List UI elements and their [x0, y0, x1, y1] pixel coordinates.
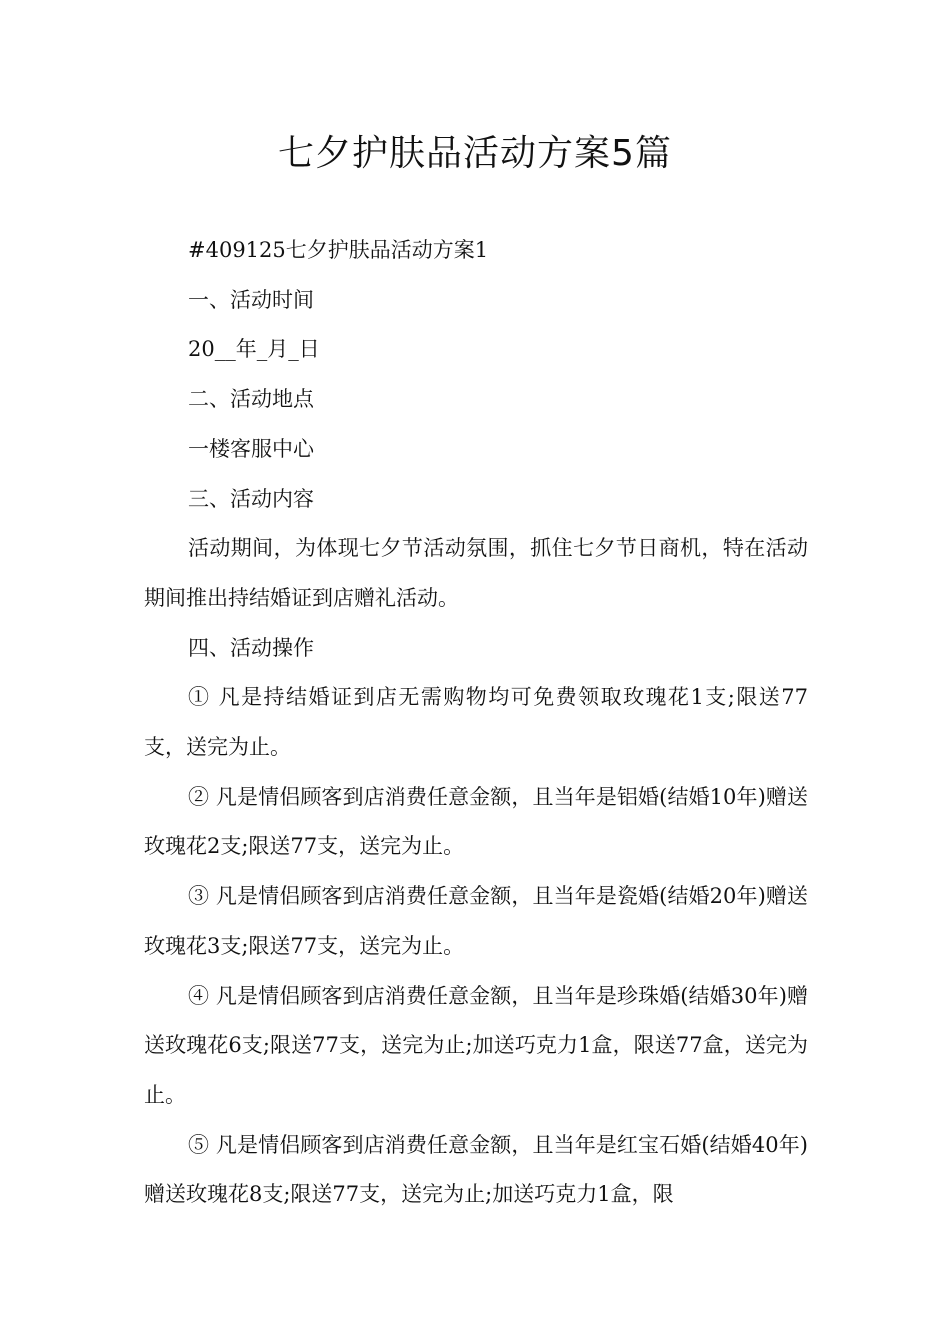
heading-activity-location: 二、活动地点 — [188, 387, 314, 412]
list-item-rule-4: ④ 凡是情侣顾客到店消费任意金额，且当年是珍珠婚(结婚30年)赠送玫瑰花6支;限送77支，送完为止;加送巧克力1盒，限送77盒，送完为止。 — [144, 983, 808, 1107]
list-item-rule-1: ① 凡是持结婚证到店无需购物均可免费领取玫瑰花1支;限送77支，送完为止。 — [144, 685, 808, 760]
paragraph-doc-id: #409125七夕护肤品活动方案1 — [188, 238, 489, 262]
list-item-rule-5: ⑤ 凡是情侣顾客到店消费任意金额，且当年是红宝石婚(结婚40年)赠送玫瑰花8支;限送77支，送完为止;加送巧克力1盒，限 — [144, 1132, 808, 1207]
list-item-rule-3: ③ 凡是情侣顾客到店消费任意金额，且当年是瓷婚(结婚20年)赠送玫瑰花3支;限送77支，送完为止。 — [144, 884, 808, 958]
document-title: 七夕护肤品活动方案5篇 — [278, 133, 672, 174]
paragraph-activity-content: 活动期间，为体现七夕节活动氛围，抓住七夕节日商机，特在活动期间推出持结婚证到店赠礼活动。 — [144, 536, 808, 610]
document-body — [144, 226, 808, 1220]
heading-activity-time: 一、活动时间 — [188, 287, 314, 312]
heading-activity-content: 三、活动内容 — [188, 486, 314, 511]
list-item-rule-2: ② 凡是情侣顾客到店消费任意金额，且当年是铝婚(结婚10年)赠送玫瑰花2支;限送77支，送完为止。 — [144, 784, 808, 859]
paragraph-activity-date: 20__年_月_日 — [188, 337, 320, 362]
paragraph-activity-location: 一楼客服中心 — [188, 436, 314, 461]
heading-activity-operation: 四、活动操作 — [188, 635, 314, 660]
